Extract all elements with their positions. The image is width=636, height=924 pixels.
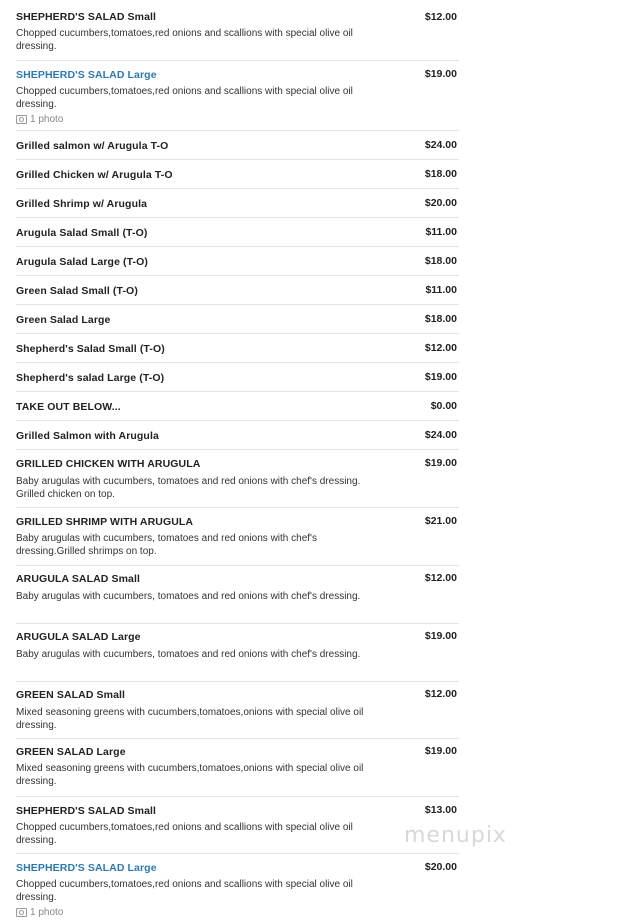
item-price: $11.00 xyxy=(425,226,457,238)
menu-item xyxy=(16,624,459,682)
item-name: Green Salad Small (T-O) xyxy=(16,285,138,297)
item-price: $0.00 xyxy=(430,400,457,412)
item-price: $12.00 xyxy=(424,688,457,700)
menu-item xyxy=(16,363,459,392)
item-name: SHEPHERD'S SALAD Small xyxy=(16,805,157,817)
item-name: ARUGULA SALAD Small xyxy=(16,573,141,585)
item-price: $18.00 xyxy=(424,255,457,267)
item-price: $19.00 xyxy=(424,371,457,383)
item-description: Mixed seasoning greens with cucumbers,tomatoes,onions with special olive oil dressing. xyxy=(16,707,364,731)
item-description: Baby arugulas with cucumbers, tomatoes and red onions with chef's dressing.Grilled shrimps on top. xyxy=(16,533,317,557)
camera-icon xyxy=(16,908,27,917)
menu-item xyxy=(16,276,459,305)
item-description: Chopped cucumbers,tomatoes,red onions and scallions with special olive oil dressing. xyxy=(16,28,353,52)
photo-link[interactable] xyxy=(16,114,63,125)
item-description: Chopped cucumbers,tomatoes,red onions and scallions with special olive oil dressing. xyxy=(16,86,353,110)
item-description: Baby arugulas with cucumbers, tomatoes and red onions with chef's dressing. xyxy=(16,591,361,602)
item-price: $21.00 xyxy=(424,515,457,527)
menu-item xyxy=(16,131,459,160)
item-price: $19.00 xyxy=(424,457,457,469)
item-price: $19.00 xyxy=(424,630,457,642)
item-price: $18.00 xyxy=(424,313,457,325)
item-name: Arugula Salad Large (T-O) xyxy=(16,256,149,268)
item-price: $24.00 xyxy=(424,139,457,151)
menu-item xyxy=(16,305,459,334)
menu-item xyxy=(16,247,459,276)
item-price: $12.00 xyxy=(424,11,457,23)
item-name: GRILLED SHRIMP WITH ARUGULA xyxy=(16,516,194,528)
item-price: $12.00 xyxy=(424,572,457,584)
item-name: Green Salad Large xyxy=(16,314,111,326)
menu-item xyxy=(16,61,459,131)
item-price: $19.00 xyxy=(424,68,457,80)
item-price: $20.00 xyxy=(424,197,457,209)
menu-item xyxy=(16,682,459,739)
menu-item xyxy=(16,508,459,566)
item-name-link[interactable]: SHEPHERD'S SALAD Large xyxy=(16,69,157,81)
item-name: Arugula Salad Small (T-O) xyxy=(16,227,148,239)
item-price: $12.00 xyxy=(424,342,457,354)
item-price: $18.00 xyxy=(424,168,457,180)
watermark-logo: menupix xyxy=(404,823,507,848)
menu-item xyxy=(16,334,459,363)
item-description: Chopped cucumbers,tomatoes,red onions and scallions with special olive oil dressing. xyxy=(16,879,353,903)
item-name: ARUGULA SALAD Large xyxy=(16,631,141,643)
item-description: Baby arugulas with cucumbers, tomatoes and red onions with chef's dressing. Grilled chicken on top. xyxy=(16,476,361,500)
menu-item xyxy=(16,392,459,421)
item-name: Grilled salmon w/ Arugula T-O xyxy=(16,140,169,152)
item-name: GRILLED CHICKEN WITH ARUGULA xyxy=(16,458,201,470)
menu-item xyxy=(16,421,459,450)
menu-item xyxy=(16,218,459,247)
item-name-link[interactable]: SHEPHERD'S SALAD Large xyxy=(16,862,157,874)
menu-item xyxy=(16,160,459,189)
item-name: GREEN SALAD Large xyxy=(16,746,126,758)
photo-count: 1 photo xyxy=(30,907,64,918)
photo-count: 1 photo xyxy=(30,114,64,125)
item-name: GREEN SALAD Small xyxy=(16,689,126,701)
item-name: Grilled Shrimp w/ Arugula xyxy=(16,198,148,210)
item-price: $24.00 xyxy=(424,429,457,441)
item-name: Shepherd's salad Large (T-O) xyxy=(16,372,165,384)
menu-list xyxy=(16,0,459,924)
item-name: SHEPHERD'S SALAD Small xyxy=(16,11,157,23)
menu-item xyxy=(16,450,459,508)
menu-item xyxy=(16,189,459,218)
item-description: Baby arugulas with cucumbers, tomatoes and red onions with chef's dressing. xyxy=(16,649,361,660)
item-name: Grilled Chicken w/ Arugula T-O xyxy=(16,169,173,181)
menu-item xyxy=(16,739,459,797)
item-price: $20.00 xyxy=(424,861,457,873)
item-price: $19.00 xyxy=(424,745,457,757)
menu-item xyxy=(16,797,459,854)
item-name: TAKE OUT BELOW... xyxy=(16,401,121,413)
item-name: Shepherd's Salad Small (T-O) xyxy=(16,343,165,355)
menu-item xyxy=(16,566,459,624)
photo-link[interactable] xyxy=(16,907,63,918)
item-price: $13.00 xyxy=(424,804,457,816)
menu-item xyxy=(16,854,459,924)
item-description: Chopped cucumbers,tomatoes,red onions and scallions with special olive oil dressing. xyxy=(16,822,353,846)
item-name: Grilled Salmon with Arugula xyxy=(16,430,159,442)
item-description: Mixed seasoning greens with cucumbers,tomatoes,onions with special olive oil dressing. xyxy=(16,763,364,787)
menu-item xyxy=(16,0,459,61)
camera-icon xyxy=(16,115,27,124)
item-price: $11.00 xyxy=(425,284,457,296)
